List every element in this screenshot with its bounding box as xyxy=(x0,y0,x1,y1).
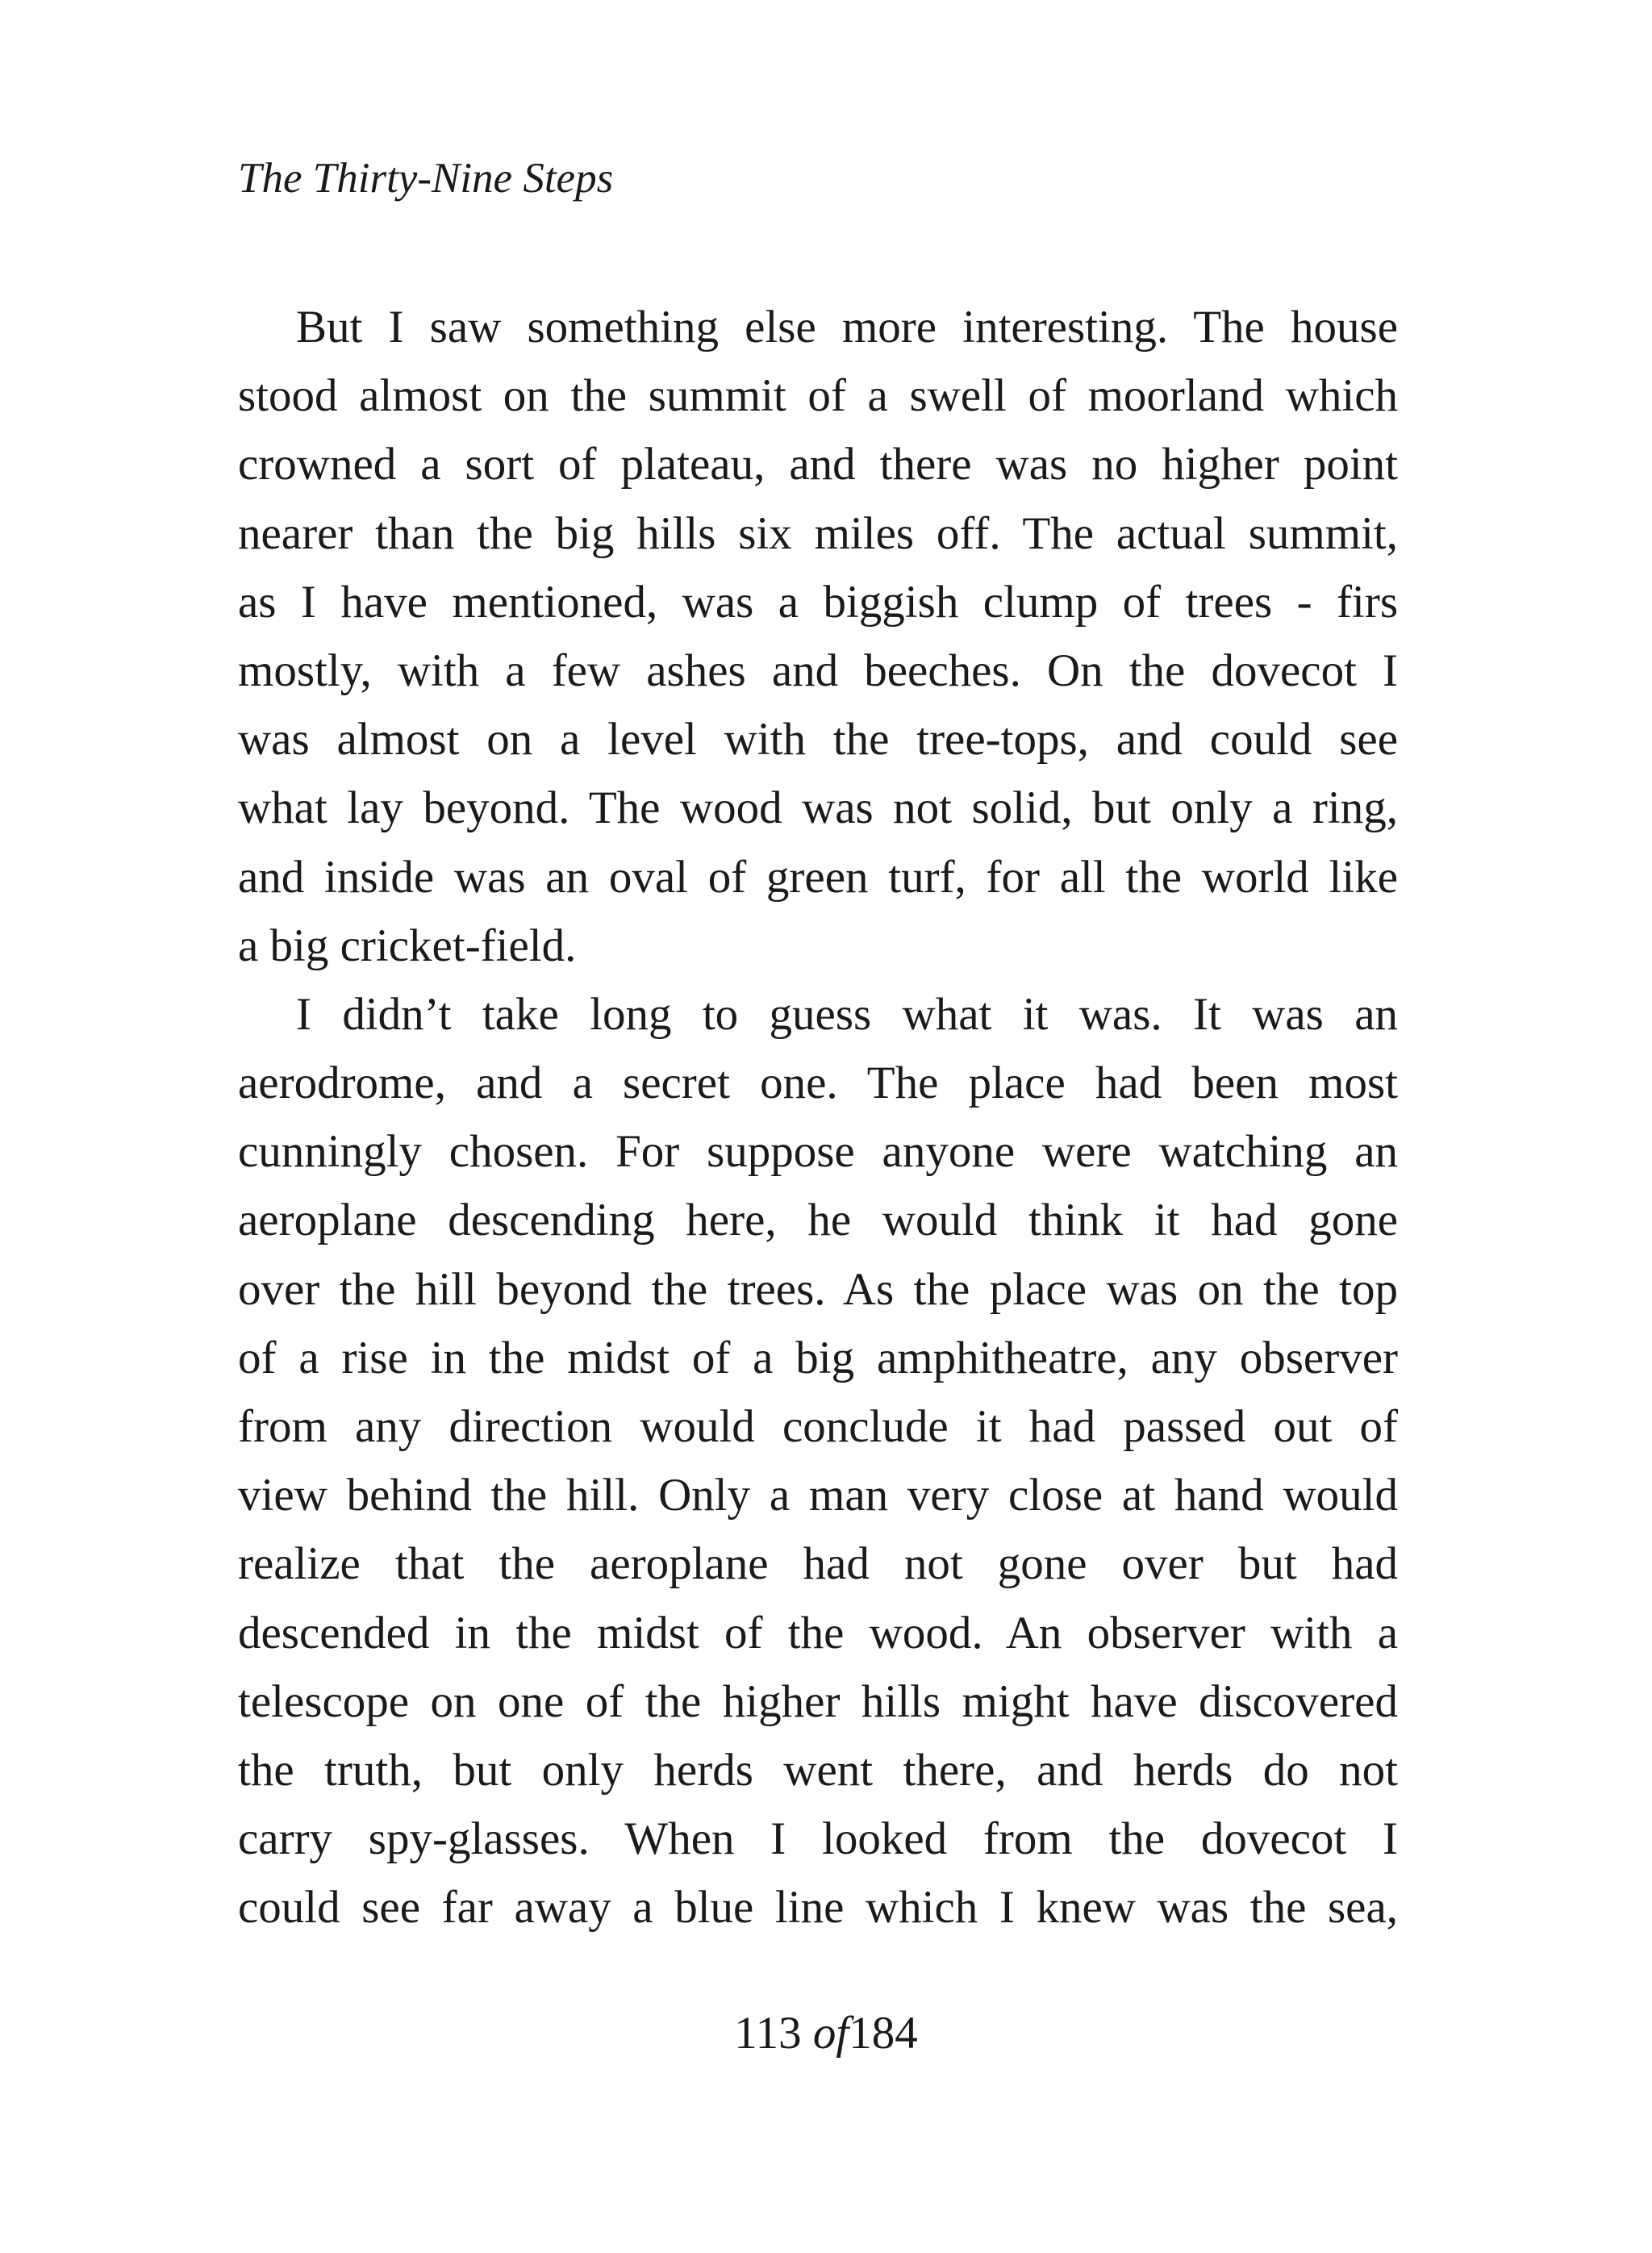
paragraph xyxy=(238,980,1398,1942)
text-line: a big cricket-field. xyxy=(238,920,577,971)
text-line: stood almost on the summit of a swell of moorland which xyxy=(238,370,1398,422)
paragraph xyxy=(238,293,1398,980)
text-line: crowned a sort of plateau, and there was no higher point xyxy=(238,439,1398,490)
page-of-label: of xyxy=(812,2008,849,2059)
text-line: what lay beyond. The wood was not solid, but only a ring, xyxy=(238,782,1398,834)
text-line: and inside was an oval of green turf, for all the world like xyxy=(238,851,1398,903)
text-line: cunningly chosen. For suppose anyone were watching an xyxy=(238,1126,1398,1178)
text-line: could see far away a blue line which I knew was the sea, xyxy=(238,1882,1398,1934)
text-line: aerodrome, and a secret one. The place had been most xyxy=(238,1058,1398,1109)
text-line: But I saw something else more interesting. The house xyxy=(296,302,1398,353)
text-line: descended in the midst of the wood. An observer with a xyxy=(238,1607,1398,1658)
text-line: telescope on one of the higher hills might have discovered xyxy=(238,1675,1398,1727)
page-number xyxy=(0,2001,1652,2066)
text-line: mostly, with a few ashes and beeches. On the dovecot I xyxy=(238,645,1398,696)
text-line: view behind the hill. Only a man very close at hand would xyxy=(238,1470,1398,1521)
text-line: realize that the aeroplane had not gone over but had xyxy=(238,1538,1398,1590)
text-line: over the hill beyond the trees. As the place was on the top xyxy=(238,1263,1398,1315)
text-line: aeroplane descending here, he would think it had gone xyxy=(238,1195,1398,1246)
text-line: as I have mentioned, was a biggish clump of trees - firs xyxy=(238,576,1398,628)
text-line: was almost on a level with the tree-tops, and could see xyxy=(238,714,1398,766)
text-line: the truth, but only herds went there, and herds do not xyxy=(238,1744,1398,1796)
text-line: I didn’t take long to guess what it was. It was an xyxy=(296,988,1398,1040)
text-line: of a rise in the midst of a big amphitheatre, any observer xyxy=(238,1332,1398,1383)
text-line: carry spy-glasses. When I looked from the dovecot I xyxy=(238,1813,1398,1865)
text-line: from any direction would conclude it had passed out of xyxy=(238,1401,1398,1452)
total-page-count: 184 xyxy=(849,2008,918,2059)
running-header: The Thirty-Nine Steps xyxy=(238,155,614,202)
current-page-number: 113 xyxy=(734,2008,802,2059)
text-line: nearer than the big hills six miles off. The actual summit, xyxy=(238,507,1398,559)
body-text xyxy=(238,293,1398,1942)
